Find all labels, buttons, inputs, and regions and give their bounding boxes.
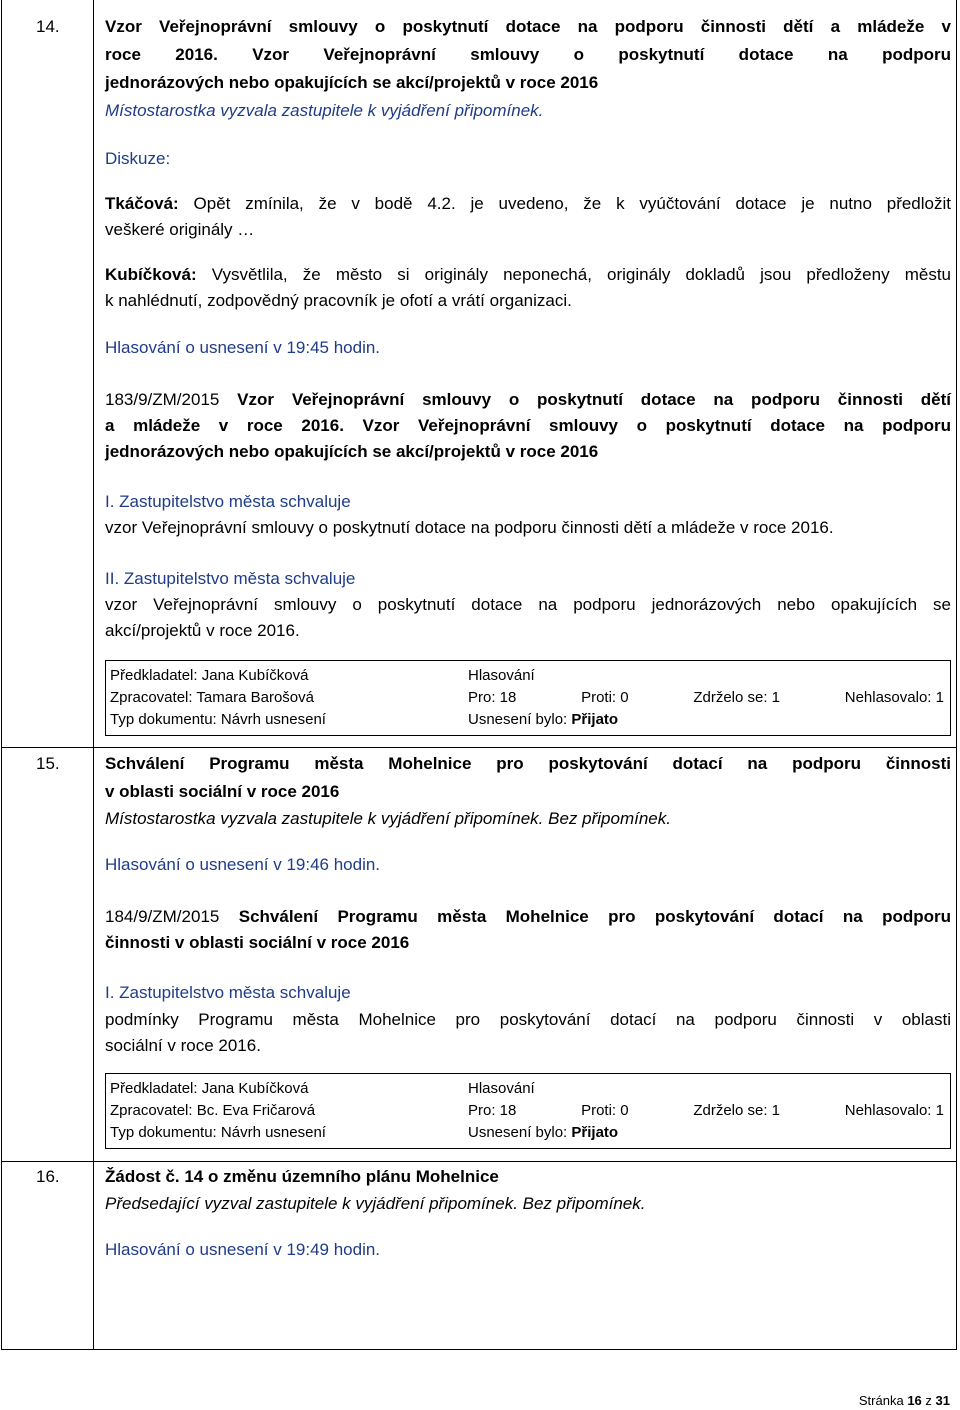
item-number-15: 15. [36, 754, 60, 773]
resolution-title: Schválení Programu města Mohelnice pro poskytování dotací na podporu [238, 907, 951, 926]
item15-vote-time: Hlasování o usnesení v 19:46 hodin. [105, 855, 381, 874]
page-total: 31 [935, 1393, 950, 1408]
page-footer [859, 1393, 950, 1409]
result-value: Přijato [571, 1124, 619, 1141]
item15-title-line1: Schválení Programu města Mohelnice pro poskytování dotací na podporu činnosti [105, 754, 951, 773]
vote-box-meta [110, 665, 326, 731]
vote-box-184 [105, 1073, 951, 1149]
item14-vote-time: Hlasování o usnesení v 19:45 hodin. [105, 338, 381, 357]
result-line [468, 709, 944, 731]
resolution184-line2: činnosti v oblasti sociální v roce 2016 [105, 933, 410, 952]
row-divider-15 [1, 747, 956, 748]
item15-decision-line1: podmínky Programu města Mohelnice pro poskytování dotací na podporu činnosti v oblasti [105, 1010, 951, 1029]
resolution183-line3: jednorázových nebo opakujících se akcí/projektů v roce 2016 [105, 442, 599, 461]
votes-pro: Pro: 18 [468, 1102, 517, 1119]
vote-box-meta [110, 1078, 326, 1144]
speaker2-name: Kubíčková: [105, 265, 197, 284]
vote-counts [468, 1100, 944, 1122]
item14-intro: Místostarostka vyzvala zastupitele k vyjádření připomínek. [105, 101, 544, 120]
votes-proti: Proti: 0 [581, 1102, 629, 1119]
speaker2-line1 [105, 262, 951, 288]
item15-decision-head: I. Zastupitelstvo města schvaluje [105, 983, 351, 1002]
resolution183-line2: a mládeže v roce 2016. Vzor Veřejnoprávní smlouvy o poskytnutí dotace na podporu [105, 416, 951, 435]
item14-title-line2: roce 2016. Vzor Veřejnoprávní smlouvy o poskytnutí dotace na podporu [105, 45, 951, 64]
predkladatel: Předkladatel: Jana Kubíčková [110, 667, 309, 684]
predkladatel: Předkladatel: Jana Kubíčková [110, 1080, 309, 1097]
result-line [468, 1122, 944, 1144]
result-label: Usnesení bylo: [468, 1124, 568, 1141]
item-number-14: 14. [36, 17, 60, 36]
vote-box-results [468, 665, 944, 731]
item16-title: Žádost č. 14 o změnu územního plánu Mohelnice [105, 1167, 499, 1186]
item14-title-line3: jednorázových nebo opakujících se akcí/projektů v roce 2016 [105, 73, 599, 92]
page-current: 16 [907, 1393, 922, 1408]
speaker1-line1 [105, 191, 951, 217]
item-number-16: 16. [36, 1167, 60, 1186]
votes-nehlasovalo: Nehlasovalo: 1 [844, 689, 944, 706]
row-divider-16 [1, 1161, 956, 1162]
votes-zdrzelo: Zdrželo se: 1 [693, 1102, 781, 1119]
page-of: z [925, 1393, 932, 1408]
vote-box-results [468, 1078, 944, 1144]
zpracovatel: Zpracovatel: Bc. Eva Fričarová [110, 1102, 316, 1119]
column-divider [93, 0, 94, 1349]
resolution-title: Vzor Veřejnoprávní smlouvy o poskytnutí dotace na podporu činnosti dětí [237, 390, 951, 409]
item15-intro: Místostarostka vyzvala zastupitele k vyjádření připomínek. Bez připomínek. [105, 809, 671, 828]
hlasovani-label: Hlasování [468, 1080, 535, 1097]
speaker1-line2: veškeré originály … [105, 220, 255, 239]
votes-zdrzelo: Zdrželo se: 1 [693, 689, 781, 706]
discussion-label: Diskuze: [105, 149, 171, 168]
votes-nehlasovalo: Nehlasovalo: 1 [844, 1102, 944, 1119]
speaker1-text: Opět zmínila, že v bodě 4.2. je uvedeno, že k vyúčtování dotace je nutno předložit [193, 194, 951, 213]
result-label: Usnesení bylo: [468, 711, 568, 728]
item15-decision-line2: sociální v roce 2016. [105, 1036, 261, 1055]
votes-proti: Proti: 0 [581, 689, 629, 706]
result-value: Přijato [571, 711, 619, 728]
speaker2-line2: k nahlédnutí, zodpovědný pracovník je ofotí a vrátí organizaci. [105, 291, 572, 310]
decision1-text: vzor Veřejnoprávní smlouvy o poskytnutí dotace na podporu činnosti dětí a mládeže v roce 2016. [105, 518, 834, 537]
resolution-number: 183/9/ZM/2015 [105, 390, 220, 409]
item15-title-line2: v oblasti sociální v roce 2016 [105, 782, 340, 801]
resolution-number: 184/9/ZM/2015 [105, 907, 220, 926]
votes-pro: Pro: 18 [468, 689, 517, 706]
hlasovani-label: Hlasování [468, 667, 535, 684]
speaker1-name: Tkáčová: [105, 194, 179, 213]
resolution184-line1 [105, 904, 951, 930]
decision2-line2: akcí/projektů v roce 2016. [105, 621, 300, 640]
page-label: Stránka [858, 1393, 904, 1408]
decision2-head: II. Zastupitelstvo města schvaluje [105, 569, 356, 588]
item14-title-line1: Vzor Veřejnoprávní smlouvy o poskytnutí dotace na podporu činnosti dětí a mládeže v [105, 17, 951, 36]
typ-dokumentu: Typ dokumentu: Návrh usnesení [110, 1124, 326, 1141]
decision2-line1: vzor Veřejnoprávní smlouvy o poskytnutí dotace na podporu jednorázových nebo opakujících se [105, 595, 951, 614]
zpracovatel: Zpracovatel: Tamara Barošová [110, 689, 314, 706]
item16-vote-time: Hlasování o usnesení v 19:49 hodin. [105, 1240, 381, 1259]
speaker2-text: Vysvětlila, že město si originály neponechá, originály dokladů jsou předloženy městu [211, 265, 951, 284]
vote-counts [468, 687, 944, 709]
item16-intro: Předsedající vyzval zastupitele k vyjádření připomínek. Bez připomínek. [105, 1194, 646, 1213]
typ-dokumentu: Typ dokumentu: Návrh usnesení [110, 711, 326, 728]
vote-box-183 [105, 660, 951, 736]
decision1-head: I. Zastupitelstvo města schvaluje [105, 492, 351, 511]
resolution183-line1 [105, 387, 951, 413]
